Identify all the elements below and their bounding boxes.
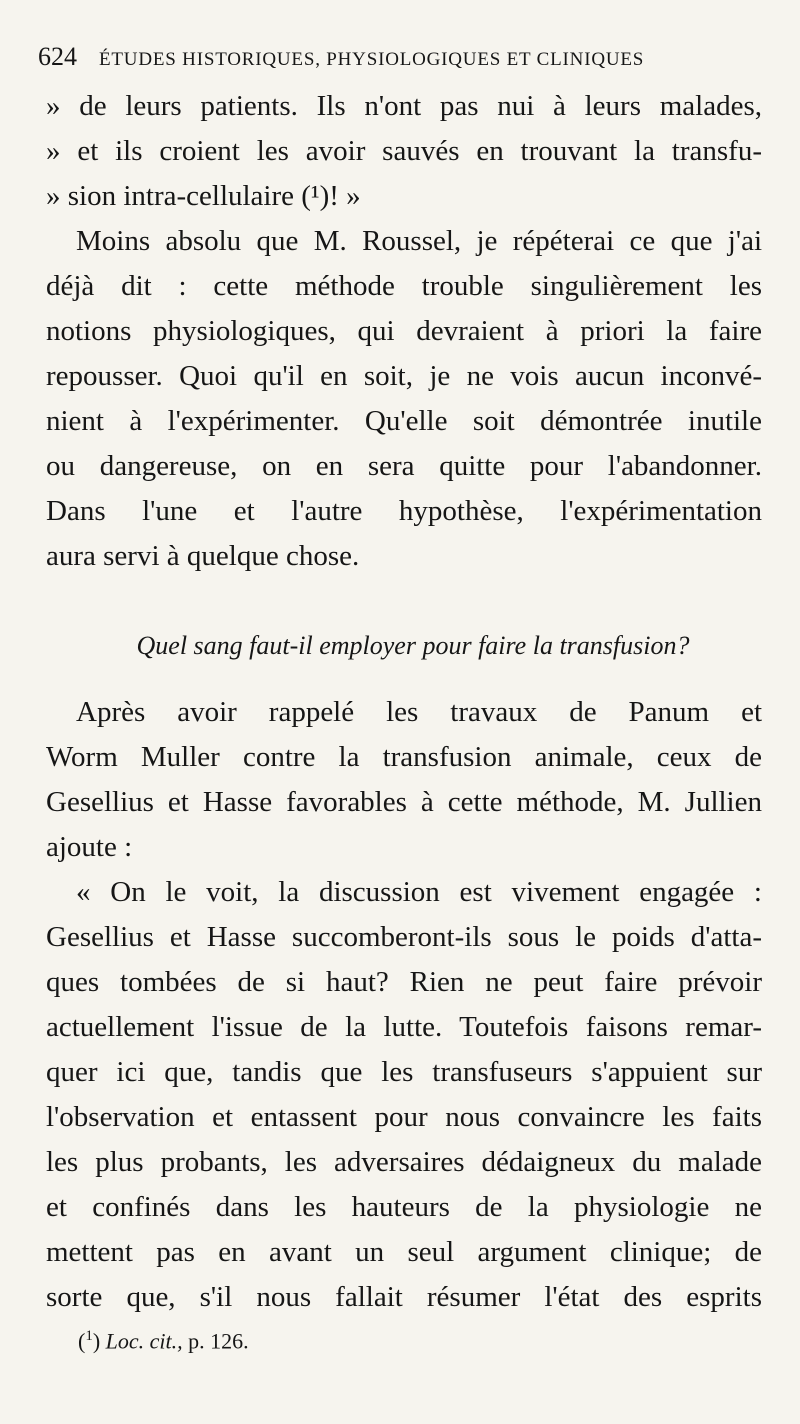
paragraph-4 — [46, 870, 762, 1320]
paragraph-2 — [46, 219, 762, 579]
text-line: Worm Muller contre la transfusion animale, ceux de — [46, 741, 762, 773]
text-line: Dans l'une et l'autre hypothèse, l'expérimentation — [46, 495, 762, 527]
text-line: Gesellius et Hasse favorables à cette méthode, M. Jullien — [46, 786, 762, 818]
text-line: ou dangereuse, on en sera quitte pour l'abandonner. — [46, 450, 762, 482]
running-head-title: ÉTUDES HISTORIQUES, PHYSIOLOGIQUES ET CLINIQUES — [99, 49, 645, 70]
footnote-reference: Loc. cit., — [105, 1328, 183, 1354]
paragraph-3 — [46, 690, 762, 870]
text-line: » sion intra-cellulaire (¹)! » — [46, 180, 361, 212]
text-line: Après avoir rappelé les travaux de Panum et — [76, 696, 762, 728]
text-line: mettent pas en avant un seul argument clinique; de — [46, 1236, 762, 1268]
text-line: et confinés dans les hauteurs de la physiologie ne — [46, 1191, 762, 1223]
text-line: Gesellius et Hasse succomberont-ils sous le poids d'atta- — [46, 921, 762, 953]
text-line: quer ici que, tandis que les transfuseurs s'appuient sur — [46, 1056, 762, 1088]
footnote: ($^1$) Loc. cit., p. 126. — [78, 1328, 249, 1354]
text-line: repousser. Quoi qu'il en soit, je ne vois aucun inconvé- — [46, 360, 762, 392]
text-line: déjà dit : cette méthode trouble singulièrement les — [46, 270, 762, 302]
text-line: nient à l'expérimenter. Qu'elle soit démontrée inutile — [46, 405, 762, 437]
section-heading: Quel sang faut-il employer pour faire la transfusion? — [136, 631, 690, 660]
text-line: « On le voit, la discussion est vivement engagée : — [76, 876, 762, 908]
page-number: 624 — [38, 42, 77, 71]
paragraph-1 — [46, 84, 762, 219]
body-text — [46, 84, 762, 1320]
footnote-marker: 1 — [85, 1328, 93, 1344]
text-line: » et ils croient les avoir sauvés en trouvant la transfu- — [46, 135, 762, 167]
text-line: » de leurs patients. Ils n'ont pas nui à leurs malades, — [46, 90, 762, 122]
running-head — [38, 42, 772, 74]
text-line: actuellement l'issue de la lutte. Toutefois faisons remar- — [46, 1011, 762, 1043]
text-line: ques tombées de si haut? Rien ne peut faire prévoir — [46, 966, 762, 998]
text-line: les plus probants, les adversaires dédaigneux du malade — [46, 1146, 762, 1178]
text-line: notions physiologiques, qui devraient à priori la faire — [46, 315, 762, 347]
text-line: aura servi à quelque chose. — [46, 540, 360, 572]
footnote-page: p. 126. — [188, 1328, 249, 1354]
text-line: Moins absolu que M. Roussel, je répéterai ce que j'ai — [76, 225, 762, 257]
text-line: ajoute : — [46, 831, 133, 863]
text-line: sorte que, s'il nous fallait résumer l'état des esprits — [46, 1281, 762, 1313]
text-line: l'observation et entassent pour nous convaincre les faits — [46, 1101, 762, 1133]
